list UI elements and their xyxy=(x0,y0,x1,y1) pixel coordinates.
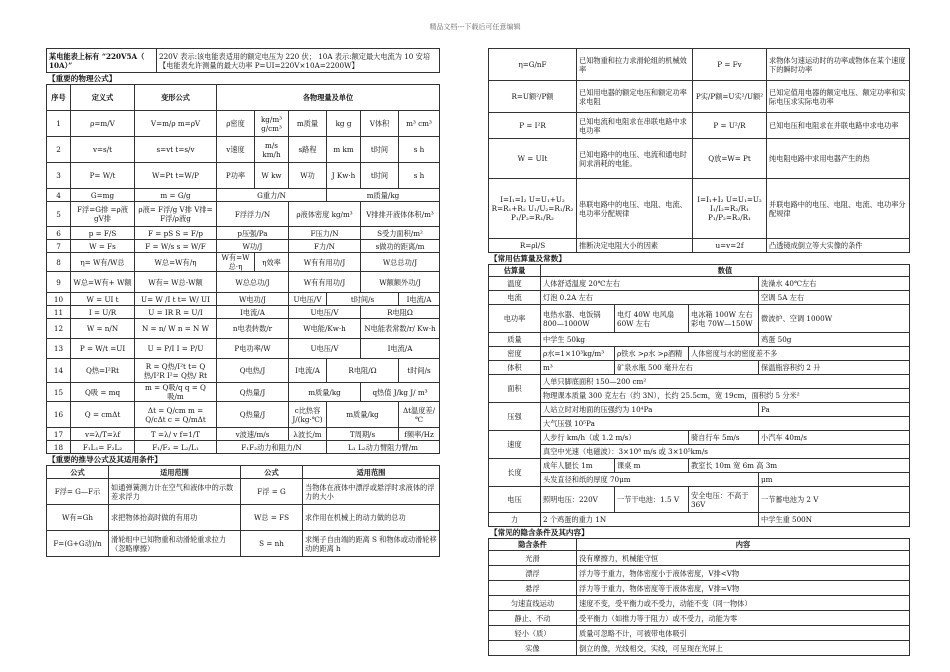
definition: G=mg xyxy=(71,189,135,202)
unit-cell: W总总功/J xyxy=(217,272,289,293)
formula: P = U²/R xyxy=(693,113,767,139)
estimate-head: 估算量 xyxy=(489,265,541,277)
variant: U= W /I t t= W/ UI xyxy=(135,293,217,306)
unit-cell: W额额外功/J xyxy=(361,272,440,293)
table-cell: 电热水器、电饭锅800—1000W xyxy=(541,305,615,333)
condition-name: 轻小（质） xyxy=(489,626,577,641)
condition-content: 浮力等于重力，物体密度小于液体密度，V排<V物 xyxy=(577,566,910,581)
definition: W = Fs xyxy=(71,240,135,253)
table-cell: 骑自行车 5m/s xyxy=(689,431,759,445)
unit-cell: W电功/J xyxy=(217,293,289,306)
formula-condition-row xyxy=(489,179,910,239)
derived-scope: 求把物体抬高时做的有用功 xyxy=(109,505,241,531)
derived-table xyxy=(46,465,440,557)
table-cell: 人体密度与水的密度差不多 xyxy=(689,347,910,361)
unit-cell: V体积 xyxy=(361,111,399,137)
condition: 求物体匀速运动时的功率或物体在某个速度下的瞬时功率 xyxy=(767,49,910,81)
formula: R=U额²/P额 xyxy=(489,81,577,113)
unit-cell: I电流/A xyxy=(289,359,327,383)
formula: I=I₁=I₂ U=U₁+U₂ R=R₁+R₂ U₁/U₂=R₁/R₂ P₁/P₂=R₁/R₂ xyxy=(489,179,577,239)
table-cell: 中学生 50kg xyxy=(541,333,759,347)
condition-head: 内容 xyxy=(577,539,910,551)
table-cell: 真空中光速（电磁波）：3×10⁸ m/s 或 3×10⁵km/s xyxy=(541,445,910,459)
unit-cell: W总总功/J xyxy=(361,253,440,272)
formula: η=G/nF xyxy=(489,49,577,81)
definition: v=λ/T=λf xyxy=(71,428,135,441)
condition-content: 没有摩擦力，机械能守恒 xyxy=(577,551,910,566)
table-cell: 中学生重 500N xyxy=(759,513,910,527)
variant: m = Q吸/q q = Q吸/m xyxy=(135,383,217,402)
definition: P= W/t xyxy=(71,163,135,189)
derived-formula: F浮 = G xyxy=(241,479,303,505)
condition-content: 倒立的像，光线相交，实线，可呈现在光屏上 xyxy=(577,641,910,656)
formula-row xyxy=(47,111,440,137)
unit-cell: s做功的距离/m xyxy=(361,240,440,253)
row-number: 8 xyxy=(47,253,71,272)
derived-scope: 如通弹簧测力计在空气和液体中的示数差求浮力 xyxy=(109,479,241,505)
unit-cell: t时间 xyxy=(361,137,399,163)
unit-cell: I电流/A xyxy=(399,293,440,306)
unit-cell: P功率 xyxy=(217,163,255,189)
formula-row xyxy=(47,293,440,306)
unit-cell: n电表转数/r xyxy=(217,319,289,339)
derived-row xyxy=(47,479,440,505)
meter-label: 某电能表上标有 “220V5A（ 10A）” xyxy=(47,49,157,73)
row-number: 14 xyxy=(47,359,71,383)
col-unit: 各物理量及单位 xyxy=(217,85,440,111)
derived-section-title: 【重要的推导公式及其适用条件】 xyxy=(48,455,162,464)
unit-cell: W功 xyxy=(289,163,327,189)
formula-row xyxy=(47,240,440,253)
unit-cell: kg g xyxy=(327,111,361,137)
formula-row xyxy=(47,306,440,319)
condition-row xyxy=(489,626,910,641)
left-column xyxy=(46,48,440,557)
table-cell: 人站立时对地面的压强约为 10⁴Pa xyxy=(541,403,759,417)
formula-condition-row xyxy=(489,81,910,113)
table-cell: 质量 xyxy=(489,333,541,347)
derived-scope: 求作用在机械上的动力做的总功 xyxy=(303,505,440,531)
table-row xyxy=(489,417,910,431)
formula-row xyxy=(47,189,440,202)
condition-name: 实像 xyxy=(489,641,577,656)
table-cell: 大气压强 10⁵Pa xyxy=(541,417,910,431)
table-row xyxy=(489,291,910,305)
row-number: 18 xyxy=(47,441,71,454)
variant: W总=W有/η xyxy=(135,253,217,272)
derived-head: 适用范围 xyxy=(303,466,440,479)
unit-cell: F浮浮力/N xyxy=(217,202,289,227)
row-number: 1 xyxy=(47,111,71,137)
formula: R=ρl/S xyxy=(489,239,577,253)
formula-row xyxy=(47,163,440,189)
condition: 并联电路中的电压、电阻、电流、电功率分配规律 xyxy=(767,179,910,239)
formula-row xyxy=(47,227,440,240)
variant: F = W/s s = W/F xyxy=(135,240,217,253)
condition-row xyxy=(489,596,910,611)
definition: Q = cmΔt xyxy=(71,402,135,428)
table-cell: 面积 xyxy=(489,375,541,403)
formula-condition-row xyxy=(489,113,910,139)
definition: F浮=G排 =ρ液gV排 xyxy=(71,202,135,227)
unit-cell: N电能表常数/r/ Kw·h xyxy=(361,319,440,339)
definition: η= W有/W总 xyxy=(71,253,135,272)
variant: ρ液= F浮/g V排 V排= F浮/ρ液g xyxy=(135,202,217,227)
condition-content: 受平衡力（如推力等于阻力）或不受力，动能为零 xyxy=(577,611,910,626)
unit-cell: Q电热/J xyxy=(217,359,289,383)
table-cell: 2 个鸡蛋的重力 1N xyxy=(541,513,759,527)
unit-cell: m km xyxy=(327,137,361,163)
table-row xyxy=(489,513,910,527)
formula: Q放=W= Pt xyxy=(693,139,767,179)
table-row xyxy=(489,487,910,513)
table-cell: 电流 xyxy=(489,291,541,305)
definition: v=s/t xyxy=(71,137,135,163)
variant: R = Q热/I²t t= Q热/I²R I²= Q热/ Rt xyxy=(135,359,217,383)
formula-section-title: 【重要的物理公式】 xyxy=(48,74,117,83)
condition: 已知电流和电阻求在串联电路中求电功率 xyxy=(577,113,693,139)
condition-row xyxy=(489,566,910,581)
formula: P = Fv xyxy=(693,49,767,81)
condition: 已知电路中的电压、电流和通电时间求消耗的电能。 xyxy=(577,139,693,179)
table-cell: 一节干电池：1.5 V xyxy=(615,487,689,513)
table-cell: 体积 xyxy=(489,361,541,375)
variant: U = IR R = U/I xyxy=(135,306,217,319)
formula-condition-row xyxy=(489,239,910,253)
unit-cell: t时间/s xyxy=(399,359,440,383)
unit-cell: c比热容 J/(kg·℃) xyxy=(289,402,327,428)
derived-formula: W有=Gh xyxy=(47,505,109,531)
unit-cell: kg/m³ g/cm³ xyxy=(255,111,289,137)
unit-cell: L₁ L₂动力臂阻力臂/m xyxy=(327,441,440,454)
condition-content: 质量可忽略不计，可被带电体吸引 xyxy=(577,626,910,641)
unit-cell: m/s km/h xyxy=(255,137,289,163)
condition-row xyxy=(489,611,910,626)
derived-scope: 当物体在液体中漂浮或悬浮时求液体的浮力的大小 xyxy=(303,479,440,505)
condition: 已知电压和电阻求在并联电路中求电功率 xyxy=(767,113,910,139)
variant: U = P/I I = P/U xyxy=(135,339,217,359)
unit-cell: T周期/s xyxy=(327,428,399,441)
unit-cell: U电压/V xyxy=(289,293,327,306)
col-def: 定义式 xyxy=(71,85,135,111)
row-number: 7 xyxy=(47,240,71,253)
row-number: 12 xyxy=(47,319,71,339)
derived-row xyxy=(47,505,440,531)
unit-cell: W电能/Kw·h xyxy=(289,319,361,339)
table-row xyxy=(489,403,910,417)
unit-cell: G重力/N xyxy=(217,189,327,202)
variant: F₁/F₂ = L₂/L₁ xyxy=(135,441,217,454)
unit-cell: m质量 xyxy=(289,111,327,137)
condition-content: 速度不变，受平衡力或不受力，动能不变（同一物体） xyxy=(577,596,910,611)
table-cell: 电功率 xyxy=(489,305,541,333)
formula-conditions-table xyxy=(488,48,910,253)
unit-cell: λ波长/m xyxy=(289,428,327,441)
unit-cell: V排排开液体体积/m³ xyxy=(361,202,440,227)
formula: W = UIt xyxy=(489,139,577,179)
condition-name: 光滑 xyxy=(489,551,577,566)
unit-cell: W功/J xyxy=(217,240,289,253)
unit-cell: m质量/kg xyxy=(327,402,399,428)
watermark: 精品文档---下载后可任意编辑 xyxy=(429,23,521,31)
definition: ρ=m/V xyxy=(71,111,135,137)
table-cell: 电冰箱 100W 左右 彩电 70W—150W xyxy=(689,305,759,333)
table-row xyxy=(489,375,910,389)
condition-name: 漂浮 xyxy=(489,566,577,581)
row-number: 15 xyxy=(47,383,71,402)
unit-cell: v速度 xyxy=(217,137,255,163)
table-cell: 人步行 km/h（或 1.2 m/s） xyxy=(541,431,689,445)
condition-header-row xyxy=(489,539,910,551)
estimate-section-title: 【常用估算量及常数】 xyxy=(490,254,566,263)
table-cell: 小汽车 40m/s xyxy=(759,431,910,445)
row-number: 4 xyxy=(47,189,71,202)
right-column xyxy=(488,48,910,656)
condition: 已知定值用电器的额定电压、额定功率和实际电压求实际电功率 xyxy=(767,81,910,113)
table-row xyxy=(489,333,910,347)
unit-cell: Q热量/J xyxy=(217,402,289,428)
formula-row xyxy=(47,253,440,272)
formula-table xyxy=(46,84,440,454)
row-number: 6 xyxy=(47,227,71,240)
condition-name: 悬浮 xyxy=(489,581,577,596)
derived-scope: 求绳子自由端的距离 S 和物体或动滑轮移动的距离 h xyxy=(303,531,440,557)
unit-cell: q热值 J/kg J/ m³ xyxy=(361,383,440,402)
unit-cell: m³ cm³ xyxy=(399,111,440,137)
formula: P实/P额=U实²/U额² xyxy=(693,81,767,113)
unit-cell: ρ液体密度 kg/m³ xyxy=(289,202,361,227)
table-cell: 空调 5A 左右 xyxy=(759,291,910,305)
table-cell: 人体舒适温度 20℃左右 xyxy=(541,277,759,291)
col-no: 序号 xyxy=(47,85,71,111)
condition: 已知物重和拉力求滑轮组的机械效率 xyxy=(577,49,693,81)
meter-desc: 220V 表示:该电能表适用的额定电压为 220 伏； 10A 表示:额定最大电流为 10 安培【电能表允许测量的最大功率 P=UI=220V×10A=2200W】 xyxy=(157,49,440,73)
table-cell: 矿泉水瓶 500 毫升左右 xyxy=(615,361,759,375)
definition: Q吸 = mq xyxy=(71,383,135,402)
formula-row xyxy=(47,441,440,454)
unit-cell: η效率 xyxy=(255,253,289,272)
table-cell: Pa xyxy=(759,403,910,417)
variant: m = G/g xyxy=(135,189,217,202)
table-cell: 洗澡水 40℃左右 xyxy=(759,277,910,291)
row-number: 3 xyxy=(47,163,71,189)
table-cell: 长度 xyxy=(489,459,541,487)
unit-cell: t时间/s xyxy=(327,293,399,306)
condition-name: 匀速直线运动 xyxy=(489,596,577,611)
unit-cell: v波速/m/s xyxy=(217,428,289,441)
derived-head: 适用范围 xyxy=(109,466,241,479)
condition: 串联电路中的电压、电阻、电流、电功率分配规律 xyxy=(577,179,693,239)
estimate-head: 数值 xyxy=(541,265,910,277)
unit-cell: U电压/V xyxy=(289,339,361,359)
unit-cell: I电流/A xyxy=(361,339,440,359)
row-number: 2 xyxy=(47,137,71,163)
table-cell: 电灯 40W 电风扇 60W 左右 xyxy=(615,305,689,333)
unit-cell: W有有用功/J xyxy=(289,253,361,272)
table-row xyxy=(489,431,910,445)
table-cell: 力 xyxy=(489,513,541,527)
condition: 纯电阻电路中求用电器产生的热 xyxy=(767,139,910,179)
unit-cell: Q热量/J xyxy=(217,383,289,402)
table-cell: μm xyxy=(759,473,910,487)
unit-cell: f频率/Hz xyxy=(399,428,440,441)
unit-cell: s路程 xyxy=(289,137,327,163)
variant: W有=W总·η xyxy=(217,253,255,272)
table-cell: 电压 xyxy=(489,487,541,513)
formula: I=I₁+I₂ U=U₁=U₂ I₁/I₂=R₂/R₁ P₁/P₂=R₂/R₁ xyxy=(693,179,767,239)
unit-cell: J Kw·h xyxy=(327,163,361,189)
table-cell: 课桌 m xyxy=(615,459,689,473)
derived-formula: F=(G+G动)/n xyxy=(47,531,109,557)
table-cell: 速度 xyxy=(489,431,541,459)
table-cell: 温度 xyxy=(489,277,541,291)
derived-formula: F浮= G—F示 xyxy=(47,479,109,505)
unit-cell: ρ密度 xyxy=(217,111,255,137)
table-row xyxy=(489,277,910,291)
derived-head: 公式 xyxy=(47,466,109,479)
definition: W总=W有+ W额 xyxy=(71,272,135,293)
table-row xyxy=(489,347,910,361)
formula-condition-row xyxy=(489,49,910,81)
table-cell: 鸡蛋 50g xyxy=(759,333,910,347)
table-cell: 灯泡 0.2A 左右 xyxy=(541,291,759,305)
table-cell: 保温瓶容积约 2 升 xyxy=(759,361,910,375)
variant: W=Pt t=W/P xyxy=(135,163,217,189)
row-number: 10 xyxy=(47,293,71,306)
table-cell: ρ水=1×10³kg/m³ xyxy=(541,347,615,361)
table-row xyxy=(489,305,910,333)
variant: F = pS S = F/p xyxy=(135,227,217,240)
variant: N = n/ W n = N W xyxy=(135,319,217,339)
formula: P = I²R xyxy=(489,113,577,139)
derived-row xyxy=(47,531,440,557)
formula-row xyxy=(47,202,440,227)
derived-formula: W总 = FS xyxy=(241,505,303,531)
row-number: 11 xyxy=(47,306,71,319)
definition: I = U/R xyxy=(71,306,135,319)
estimate-table xyxy=(488,264,910,527)
table-cell: ρ铁水 >ρ水 >ρ酒精 xyxy=(615,347,689,361)
formula-row xyxy=(47,319,440,339)
formula-row xyxy=(47,272,440,293)
table-cell: 教室长 10m 宽 6m 高 3m xyxy=(689,459,910,473)
definition: W = UI t xyxy=(71,293,135,306)
unit-cell: P电功率/W xyxy=(217,339,289,359)
formula-condition-row xyxy=(489,139,910,179)
table-cell: 照明电压：220V xyxy=(541,487,615,513)
unit-cell: s h xyxy=(399,137,440,163)
unit-cell: F₁F₂动力和阻力/N xyxy=(217,441,327,454)
unit-cell: p压强/Pa xyxy=(217,227,289,240)
condition-head: 隐含条件 xyxy=(489,539,577,551)
table-cell: 密度 xyxy=(489,347,541,361)
table-row xyxy=(489,445,910,459)
unit-cell: R电阻Ω xyxy=(361,306,440,319)
unit-cell: Δt温度差/℃ xyxy=(399,402,440,428)
definition: P = W/t =UI xyxy=(71,339,135,359)
condition: 已知用电器的额定电压和额定功率求电阻 xyxy=(577,81,693,113)
row-number: 16 xyxy=(47,402,71,428)
unit-cell: U电压/V xyxy=(289,306,361,319)
table-row xyxy=(489,473,910,487)
estimate-header-row xyxy=(489,265,910,277)
unit-cell: t时间 xyxy=(361,163,399,189)
unit-cell: W kw xyxy=(255,163,289,189)
row-number: 13 xyxy=(47,339,71,359)
variant: s=vt t=s/v xyxy=(135,137,217,163)
formula-row xyxy=(47,383,440,402)
derived-head: 公式 xyxy=(241,466,303,479)
derived-header-row xyxy=(47,466,440,479)
definition: Q热=I²Rt xyxy=(71,359,135,383)
table-cell: 安全电压：不高于 36V xyxy=(689,487,759,513)
unit-cell: R电阻/Ω xyxy=(327,359,399,383)
meter-note-table xyxy=(46,48,440,73)
col-var: 变形公式 xyxy=(135,85,217,111)
table-cell: 头发直径和纸的厚度 70μm xyxy=(541,473,759,487)
unit-cell: F压力/N xyxy=(289,227,361,240)
definition: F₁L₁= F₂L₂ xyxy=(71,441,135,454)
condition-table xyxy=(488,538,910,656)
unit-cell: I电流/A xyxy=(217,306,289,319)
row-number: 17 xyxy=(47,428,71,441)
formula-row xyxy=(47,137,440,163)
table-cell: 物理课本质量 300 克左右（约 3N），长约 25.5cm，宽 19cm，面积约 5 分米² xyxy=(541,389,910,403)
condition-row xyxy=(489,581,910,596)
derived-formula: S = nh xyxy=(241,531,303,557)
definition: W = n/N xyxy=(71,319,135,339)
table-row xyxy=(489,361,910,375)
unit-cell: F力/N xyxy=(289,240,361,253)
condition-row xyxy=(489,641,910,656)
formula-row xyxy=(47,402,440,428)
condition-section-title: 【常见的隐含条件及其内容】 xyxy=(490,528,589,537)
unit-cell: W有有用功/J xyxy=(289,272,361,293)
formula-row xyxy=(47,428,440,441)
row-number: 9 xyxy=(47,272,71,293)
derived-scope: 滑轮组中已知物重和动滑轮重求拉力（忽略摩擦） xyxy=(109,531,241,557)
unit-cell: m质量/kg xyxy=(289,383,361,402)
table-cell: 压强 xyxy=(489,403,541,431)
row-number: 5 xyxy=(47,202,71,227)
variant: Δt = Q/cm m = Q/cΔt c = Q/mΔt xyxy=(135,402,217,428)
table-cell: m³ xyxy=(541,361,615,375)
table-cell: 一节蓄电池为 2 V xyxy=(759,487,910,513)
formula-row xyxy=(47,359,440,383)
table-cell: 成年人腿长 1m xyxy=(541,459,615,473)
table-row xyxy=(489,389,910,403)
condition-content: 浮力等于重力，物体密度等于液体密度，V排=V物 xyxy=(577,581,910,596)
unit-cell: S受力面积/m² xyxy=(361,227,440,240)
table-cell: 微波炉、空调 1000W xyxy=(759,305,910,333)
condition-row xyxy=(489,551,910,566)
variant: V=m/ρ m=ρV xyxy=(135,111,217,137)
table-cell: 人单只脚底面积 150—200 cm² xyxy=(541,375,910,389)
formula-row xyxy=(47,339,440,359)
condition: 凸透镜成倒立等大实像的条件 xyxy=(767,239,910,253)
variant: W有= W总-W额 xyxy=(135,272,217,293)
unit-cell: s h xyxy=(399,163,440,189)
condition: 推断决定电阻大小的因素 xyxy=(577,239,693,253)
table-row xyxy=(489,459,910,473)
variant: T =λ/ v f=1/T xyxy=(135,428,217,441)
unit-cell: m质量/kg xyxy=(327,189,440,202)
definition: p = F/S xyxy=(71,227,135,240)
formula: u=v=2f xyxy=(693,239,767,253)
condition-name: 静止、不动 xyxy=(489,611,577,626)
